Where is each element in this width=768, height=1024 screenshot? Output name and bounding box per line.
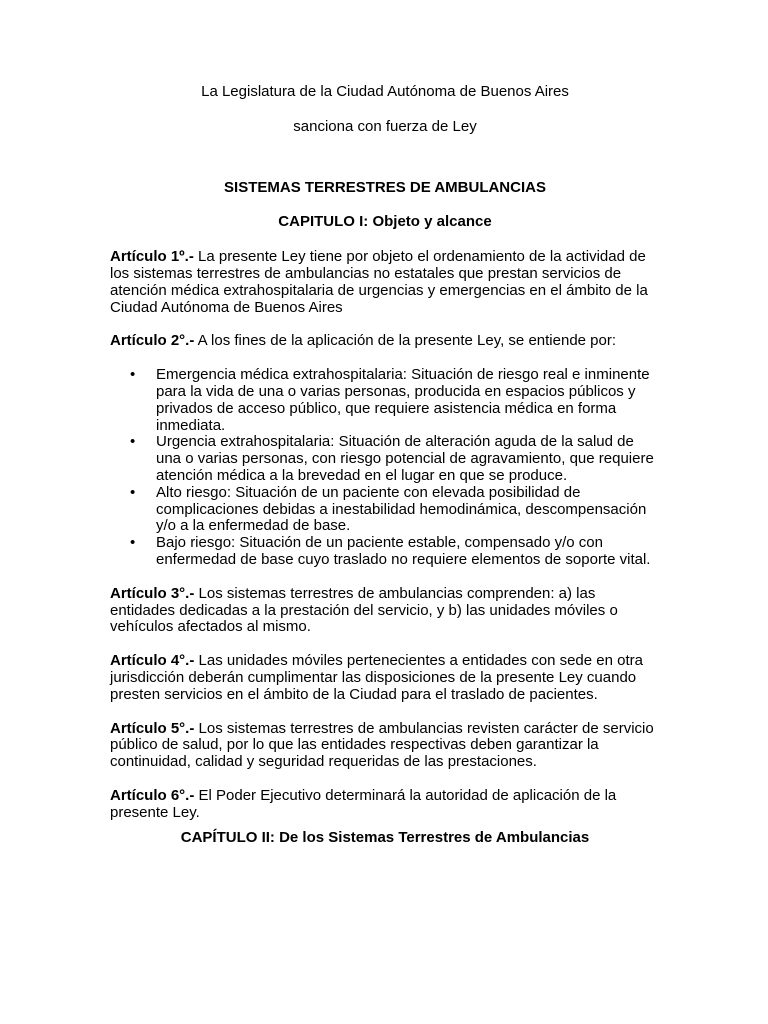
article-6 [110, 788, 660, 822]
preamble-legislature: La Legislatura de la Ciudad Autónoma de Buenos Aires [201, 83, 569, 100]
chapter-2-heading: CAPÍTULO II: De los Sistemas Terrestres de Ambulancias [180, 828, 590, 846]
bullet-icon: • [130, 366, 136, 384]
bullet-icon: • [130, 483, 136, 501]
article-1 [110, 249, 660, 316]
definition-text: Urgencia extrahospitalaria: Situación de alteración aguda de la salud de una o varias personas, con riesgo potencial de agravamiento, que requiere atención médica a la brevedad en el lugar en que se produce. [156, 433, 654, 484]
bullet-icon: • [130, 534, 136, 552]
definition-text: Emergencia médica extrahospitalaria: Situación de riesgo real e inminente para la vida de una o varias personas, producida en espacios públicos y privados de acceso público, que requiere asistencia médica en forma inmediata. [156, 366, 650, 434]
article-4 [110, 653, 660, 703]
article-2-label: Artículo 2°.- [110, 332, 195, 350]
definitions-list [110, 367, 660, 569]
article-1-label: Artículo 1º.- [110, 248, 194, 266]
law-title: SISTEMAS TERRESTRES DE AMBULANCIAS [224, 178, 546, 196]
article-5-label: Artículo 5°.- [110, 719, 195, 737]
article-3 [110, 586, 660, 636]
document-page [110, 0, 660, 846]
article-5-text: Los sistemas terrestres de ambulancias revisten carácter de servicio público de salud, por lo que las entidades respectivas deben garantizar la continuidad, calidad y seguridad requeridas de las prestaciones. [110, 719, 654, 771]
bullet-icon: • [130, 433, 136, 451]
list-item [110, 535, 660, 569]
definition-text: Bajo riesgo: Situación de un paciente estable, compensado y/o con enfermedad de base cuyo traslado no requiere elementos de soporte vital. [156, 534, 651, 568]
article-3-label: Artículo 3°.- [110, 584, 195, 602]
article-6-label: Artículo 6°.- [110, 786, 195, 804]
list-item [110, 367, 660, 434]
definition-text: Alto riesgo: Situación de un paciente con elevada posibilidad de complicaciones debidas a inestabilidad hemodinámica, descompensación y/o a la enfermedad de base. [156, 483, 647, 535]
article-6-text: El Poder Ejecutivo determinará la autoridad de aplicación de la presente Ley. [110, 786, 617, 821]
list-item [110, 485, 660, 535]
article-3-text: Los sistemas terrestres de ambulancias comprenden: a) las entidades dedicadas a la prestación del servicio, y b) las unidades móviles o vehículos afectados al mismo. [110, 584, 618, 636]
list-item [110, 434, 660, 484]
preamble-sanction: sanciona con fuerza de Ley [293, 117, 477, 135]
article-4-label: Artículo 4°.- [110, 652, 195, 670]
article-4-text: Las unidades móviles pertenecientes a entidades con sede en otra jurisdicción deberán cumplimentar las disposiciones de la presente Ley cuando presten servicios en el ámbito de la Ciudad para el traslado de pacientes. [110, 652, 643, 703]
article-2-text: A los fines de la aplicación de la presente Ley, se entiende por: [194, 332, 617, 350]
article-5 [110, 721, 660, 771]
article-1-text: La presente Ley tiene por objeto el ordenamiento de la actividad de los sistemas terrestres de ambulancias no estatales que prestan servicios de atención médica extrahospitalaria de urgencias y emergencias en el ámbito de la Ciudad Autónoma de Buenos Aires [110, 248, 648, 316]
chapter-1-heading: CAPITULO I: Objeto y alcance [278, 213, 492, 231]
article-2 [110, 333, 660, 350]
